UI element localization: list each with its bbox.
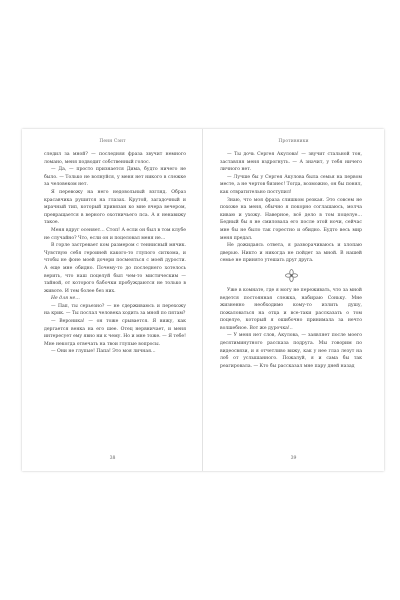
book-spread [22, 129, 384, 471]
left-text-block [44, 151, 186, 356]
text-paragraph: Уже в комнате, где я могу не переживать, что за мной ведется постоянная слежка, набираю Соньку. Мне жизненно необходимо кому-то излить душу, пожаловаться на отца и все-таки рассказать о том поцелуе, который я ошибочно принимала за нечто волшебное. Вот же дурочка!.. [220, 287, 362, 331]
flower-ornament-icon [220, 269, 362, 282]
left-page-number: 38 [109, 456, 116, 461]
right-page [203, 129, 384, 471]
text-paragraph: — У меня нет слов, Акулова, — заявляет после моего десятиминутного рассказа подруга. Мы говорим по видеосвязи, и я отчетливо вижу, как у нее глаз лезут на лоб от услышанного. Пожалуй, я и сама бы так реагировала. — Кто бы рассказал мне пару дней назад [220, 333, 362, 369]
right-text-top [220, 151, 362, 265]
right-running-head: Противники [278, 139, 309, 144]
text-paragraph: Я перевожу на него недовольный взгляд. Образ красавчика рушится на глазах. Крутой, загадочный и мрачный тип, который привязан ко мне вчера вечером, превращается в верного охотничьего пса. А я ненавижу такое. [44, 189, 186, 226]
text-paragraph: Не для не… [51, 296, 80, 302]
flower-ornament-svg [285, 269, 298, 282]
text-paragraph: — Ты дочь Сергея Акулова! — звучит стальной тон, заставляя меня вздрогнуть. — А значит, у тебя ничего личного нет. [220, 152, 362, 173]
text-paragraph: В горле застревает ком размером с теннисный мячик. Чувствую себя героиней какого-то глупого ситкома, и чтобы не фоне моей дочери посмеяться с моей дурости. А еще мне обидно. Почему-то до последнего хотелось верить, что наш поцелуй был чем-то мистическим — тайной, от которого бабочки пробуждаются не только в животе. И тем более без них. [44, 243, 186, 294]
right-text-block [220, 151, 362, 370]
text-paragraph: Меня вдруг осеняет… Стоп! А если он был в том клубе не случайно? Что, если он и поцеловал меня не… [44, 227, 186, 241]
text-paragraph: — Они не глупые! Папа! Это моя личная… [51, 349, 156, 355]
text-paragraph: Не дожидаясь ответа, я разворачиваюсь и хлопаю дверью. Никто и никогда не пойдет за мной. В нашей семье не принято утешать друг друга. [220, 243, 362, 264]
text-paragraph: — Лучше бы у Сергея Акулова была семья на первом месте, а не чертов бизнес! Тогда, возможно, он бы понял, как отвратительно поступил! [220, 174, 362, 195]
text-paragraph: — Да, — просто признается Дима, будто ничего не было. — Только не волнуйся, у меня нет никого в слежке за человеком нет. [44, 167, 186, 188]
text-paragraph: Знаю, что моя фраза слишком резкая. Это совсем не похоже на меня, обычно я покорно соглашаюсь, молча киваю и ухожу. Наверное, всё дело в том поцелуе… Бедный бы я не смиловала его после этой ночи, сейчас мне бы не было так горестно и обидно. Будто весь мир меня предал. [220, 197, 362, 241]
left-running-head: Пенн Сэнт [99, 139, 126, 144]
text-paragraph: — Пап, ты серьезно? — не сдерживаюсь и перехожу на крик. — Ты послал человека ходить за мной по пятам? [44, 303, 186, 317]
right-page-number: 39 [290, 456, 297, 461]
text-paragraph: следил за мной? — последняя фраза звучит немного ломано, меня подводит собственный голос. [44, 152, 186, 165]
right-text-bottom [220, 287, 362, 371]
text-paragraph: — Вероника! — он тоже срывается. Я вижу, как дергается венка на его шее. Отец нервничает, и меня интересует ему явно ни к чему. Но и мне тоже. — Я тебе! Мне некогда отвечать на твои глупые вопросы. [44, 319, 186, 347]
left-page [22, 129, 203, 471]
